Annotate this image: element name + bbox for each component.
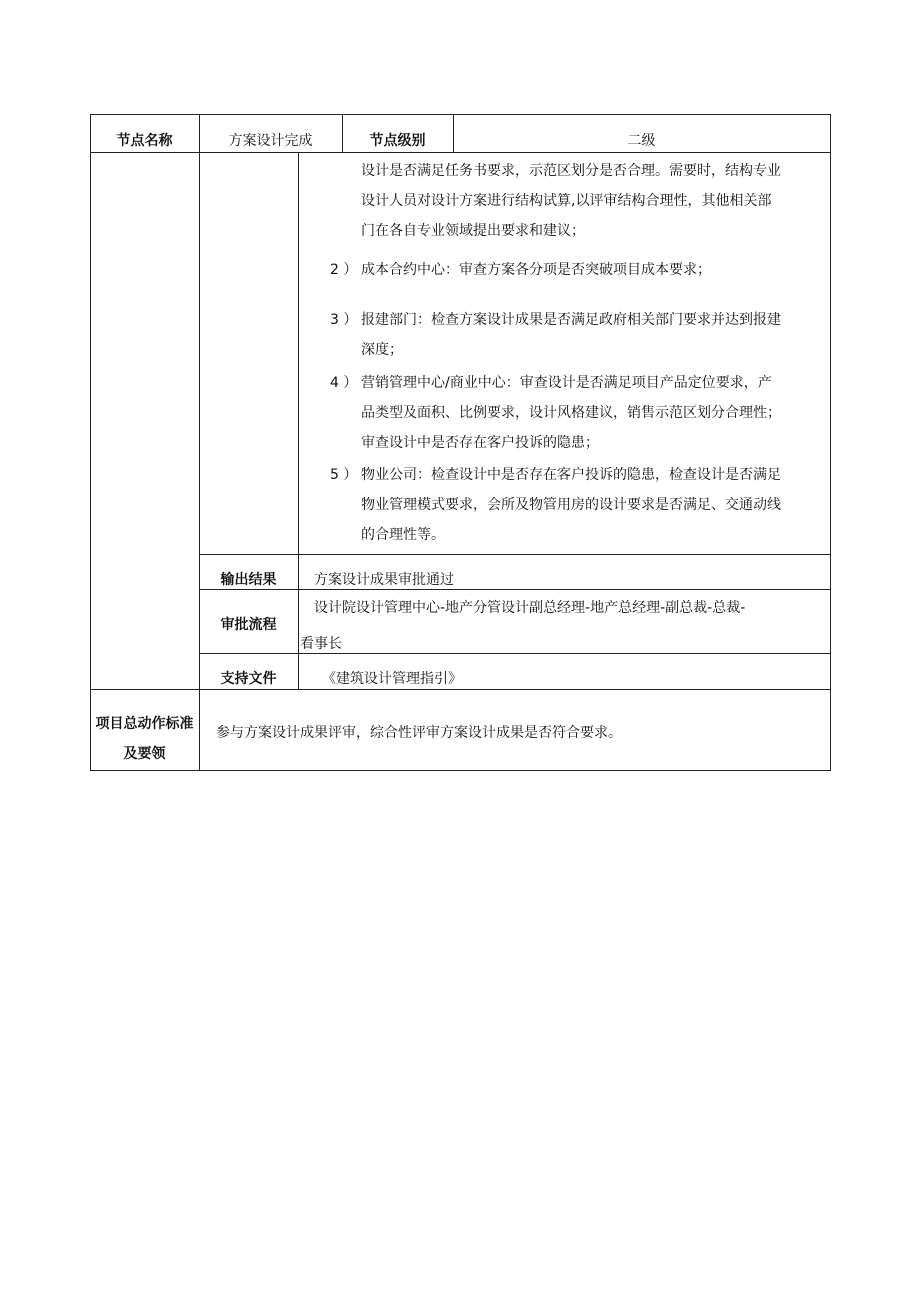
review-item-number: 4 ） xyxy=(330,375,358,391)
table-border-output-top xyxy=(199,554,830,555)
review-item-line: 物业管理模式要求，会所及物管用房的设计要求是否满足、交通动线 xyxy=(361,497,781,513)
node-name-value: 方案设计完成 xyxy=(228,133,313,149)
node-level-value: 二级 xyxy=(627,133,656,149)
review-item-line: 营销管理中心/商业中心：审查设计是否满足项目产品定位要求，产 xyxy=(361,375,772,391)
review-intro-line: 门在各自专业领域提出要求和建议； xyxy=(361,223,585,239)
approval-line-1: 设计院设计管理中心-地产分管设计副总经理-地产总经理-副总裁-总裁- xyxy=(314,600,746,616)
review-item-line: 成本合约中心：审查方案各分项是否突破项目成本要求； xyxy=(361,262,711,278)
table-border-top xyxy=(90,114,830,115)
review-item-line: 审查设计中是否存在客户投诉的隐患； xyxy=(361,435,599,451)
pm-standard-value: 参与方案设计成果评审，综合性评审方案设计成果是否符合要求。 xyxy=(216,725,622,741)
table-border-header-bottom xyxy=(90,152,830,153)
review-intro-line: 设计人员对设计方案进行结构试算,以评审结构合理性，其他相关部 xyxy=(361,193,772,209)
review-item-number: 3 ） xyxy=(330,312,358,328)
table-border-bottom xyxy=(90,770,831,771)
review-item-line: 品类型及面积、比例要求，设计风格建议，销售示范区划分合理性； xyxy=(361,405,781,421)
support-value: 《建筑设计管理指引》 xyxy=(322,671,462,687)
pm-standard-label-line: 及要领 xyxy=(123,746,166,762)
table-border-approval-top xyxy=(199,589,830,590)
support-label: 支持文件 xyxy=(220,671,277,687)
review-item-line: 的合理性等。 xyxy=(361,527,445,543)
review-item-5 xyxy=(330,460,781,550)
review-item-2 xyxy=(330,255,711,285)
node-level-label: 节点级别 xyxy=(369,133,426,149)
review-item-number: 2 ） xyxy=(330,262,358,278)
table-border-left xyxy=(90,114,91,771)
table-divider-content-col xyxy=(298,152,299,689)
review-intro xyxy=(361,156,781,246)
review-item-4 xyxy=(330,368,781,458)
review-item-line: 物业公司：检查设计中是否存在客户投诉的隐患，检查设计是否满足 xyxy=(361,467,781,483)
node-name-label: 节点名称 xyxy=(116,133,173,149)
output-label: 输出结果 xyxy=(220,572,277,588)
output-value: 方案设计成果审批通过 xyxy=(314,572,454,588)
review-item-line: 报建部门：检查方案设计成果是否满足政府相关部门要求并达到报建 xyxy=(361,312,781,328)
table-border-pm-top xyxy=(90,689,830,690)
table-border-right xyxy=(830,114,831,771)
review-item-line: 深度； xyxy=(361,342,403,358)
pm-standard-label-line: 项目总动作标准 xyxy=(95,716,194,732)
review-intro-line: 设计是否满足任务书要求，示范区划分是否合理。需要时，结构专业 xyxy=(361,163,781,179)
review-item-number: 5 ） xyxy=(330,467,358,483)
table-border-support-top xyxy=(199,653,830,654)
approval-line-2: 看事长 xyxy=(300,636,342,652)
approval-label: 审批流程 xyxy=(220,617,277,633)
pm-standard-label xyxy=(90,709,199,769)
review-item-3 xyxy=(330,305,781,365)
